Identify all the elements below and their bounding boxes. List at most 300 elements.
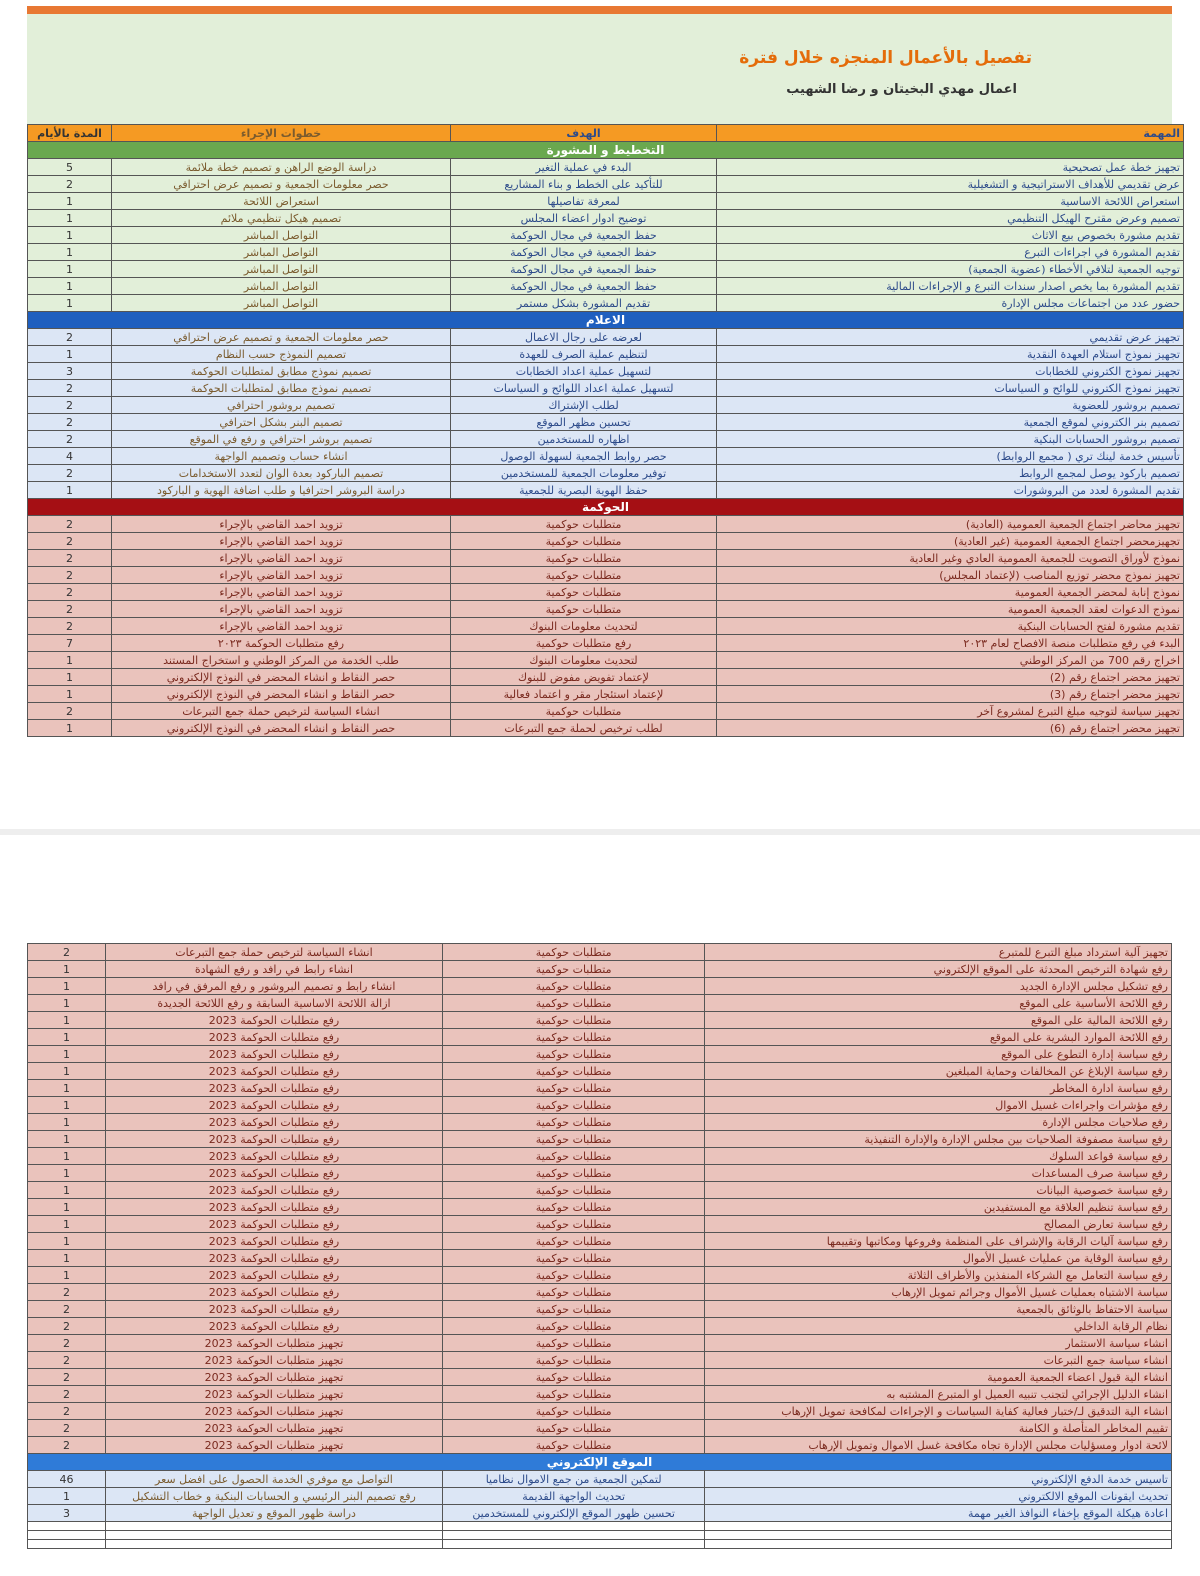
empty-cell bbox=[28, 1522, 106, 1531]
steps-cell: تجهيز متطلبات الحوكمة 2023 bbox=[106, 1420, 443, 1437]
goal-cell: حفظ الجمعية في مجال الحوكمة bbox=[451, 227, 717, 244]
table-row bbox=[28, 1063, 1172, 1080]
table-row bbox=[28, 652, 1184, 669]
task-cell: تقديم المشورة في اجراءات التبرع bbox=[717, 244, 1184, 261]
empty-row bbox=[28, 1531, 1172, 1540]
goal-cell: متطلبات حوكمية bbox=[442, 1267, 705, 1284]
steps-cell: رفع متطلبات الحوكمة 2023 bbox=[106, 1267, 443, 1284]
task-cell: رفع اللائحة الموارد البشرية على الموقع bbox=[705, 1029, 1172, 1046]
table-row bbox=[28, 1352, 1172, 1369]
steps-cell: تزويد احمد القاضي بالإجراء bbox=[112, 584, 451, 601]
goal-cell: متطلبات حوكمية bbox=[451, 533, 717, 550]
goal-cell: متطلبات حوكمية bbox=[442, 995, 705, 1012]
empty-cell bbox=[705, 1522, 1172, 1531]
goal-cell: متطلبات حوكمية bbox=[451, 703, 717, 720]
table-row bbox=[28, 1131, 1172, 1148]
task-cell: رفع سياسة ادارة المخاطر bbox=[705, 1080, 1172, 1097]
report-subtitle: اعمال مهدي البخيتان و رضا الشهيب bbox=[786, 82, 1017, 97]
table-row bbox=[28, 278, 1184, 295]
table-row bbox=[28, 1318, 1172, 1335]
goal-cell: تقديم المشورة بشكل مستمر bbox=[451, 295, 717, 312]
goal-cell: متطلبات حوكمية bbox=[451, 516, 717, 533]
table-row bbox=[28, 686, 1184, 703]
task-cell: اخراج رقم 700 من المركز الوطني bbox=[717, 652, 1184, 669]
goal-cell: متطلبات حوكمية bbox=[442, 961, 705, 978]
steps-cell: تزويد احمد القاضي بالإجراء bbox=[112, 601, 451, 618]
task-cell: عرض تقديمي للأهداف الاستراتيجية و التشغيلية bbox=[717, 176, 1184, 193]
page-separator bbox=[0, 829, 1200, 835]
goal-cell: متطلبات حوكمية bbox=[442, 1284, 705, 1301]
task-cell: تجهيز محضر اجتماع رقم (2) bbox=[717, 669, 1184, 686]
task-cell: اعادة هيكلة الموقع بإخفاء النوافذ الغير مهمة bbox=[705, 1505, 1172, 1522]
task-cell: تأسيس خدمة لينك تري ( مجمع الروابط) bbox=[717, 448, 1184, 465]
goal-cell: متطلبات حوكمية bbox=[442, 1029, 705, 1046]
steps-cell: انشاء رابط و تصميم البروشور و رفع المرفق في رافد bbox=[106, 978, 443, 995]
days-cell: 1 bbox=[28, 1131, 106, 1148]
days-cell: 2 bbox=[28, 1301, 106, 1318]
goal-cell: متطلبات حوكمية bbox=[451, 601, 717, 618]
days-cell: 2 bbox=[28, 329, 112, 346]
steps-cell: التواصل المباشر bbox=[112, 227, 451, 244]
empty-row bbox=[28, 1540, 1172, 1549]
goal-cell: لتحديث معلومات البنوك bbox=[451, 618, 717, 635]
days-cell: 1 bbox=[28, 278, 112, 295]
steps-cell: رفع متطلبات الحوكمة 2023 bbox=[106, 1148, 443, 1165]
table-row bbox=[28, 1029, 1172, 1046]
steps-cell: رفع متطلبات الحوكمة 2023 bbox=[106, 1182, 443, 1199]
steps-cell: تصميم النموذج حسب النظام bbox=[112, 346, 451, 363]
table-row bbox=[28, 363, 1184, 380]
table-row bbox=[28, 1505, 1172, 1522]
days-cell: 1 bbox=[28, 1182, 106, 1199]
table-row bbox=[28, 210, 1184, 227]
days-cell: 1 bbox=[28, 978, 106, 995]
goal-cell: متطلبات حوكمية bbox=[442, 1182, 705, 1199]
task-cell: لائحة ادوار ومسؤليات مجلس الإدارة تجاه مكافحة غسل الاموال وتمويل الإرهاب bbox=[705, 1437, 1172, 1454]
goal-cell: متطلبات حوكمية bbox=[442, 1250, 705, 1267]
task-cell: تقييم المخاطر المتأصلة و الكامنة bbox=[705, 1420, 1172, 1437]
table-row bbox=[28, 961, 1172, 978]
steps-cell: رفع متطلبات الحوكمة 2023 bbox=[106, 1318, 443, 1335]
steps-cell: تصميم نموذج مطابق لمتطلبات الحوكمة bbox=[112, 363, 451, 380]
steps-cell: ازالة اللائحة الاساسية السابقة و رفع اللائحة الجديدة bbox=[106, 995, 443, 1012]
days-cell: 1 bbox=[28, 193, 112, 210]
days-cell: 1 bbox=[28, 1250, 106, 1267]
days-cell: 2 bbox=[28, 380, 112, 397]
days-cell: 1 bbox=[28, 1063, 106, 1080]
table-row bbox=[28, 448, 1184, 465]
steps-cell: رفع متطلبات الحوكمة 2023 bbox=[106, 1012, 443, 1029]
task-cell: تصميم بروشور للعضوية bbox=[717, 397, 1184, 414]
steps-cell: رفع متطلبات الحوكمة 2023 bbox=[106, 1216, 443, 1233]
task-cell: تاسيس خدمة الدفع الإلكتروني bbox=[705, 1471, 1172, 1488]
section-header-row bbox=[28, 312, 1184, 329]
goal-cell: لطلب ترخيص لحملة جمع التبرعات bbox=[451, 720, 717, 737]
task-cell: رفع سياسة إدارة التطوع على الموقع bbox=[705, 1046, 1172, 1063]
table-row bbox=[28, 1403, 1172, 1420]
task-cell: انشاء الية قبول اعضاء الجمعية العمومية bbox=[705, 1369, 1172, 1386]
table-row bbox=[28, 414, 1184, 431]
steps-cell: انشاء رابط في رافد و رفع الشهادة bbox=[106, 961, 443, 978]
days-cell: 4 bbox=[28, 448, 112, 465]
days-cell: 2 bbox=[28, 567, 112, 584]
steps-cell: رفع متطلبات الحوكمة 2023 bbox=[106, 1029, 443, 1046]
empty-cell bbox=[106, 1522, 443, 1531]
task-cell: تصميم باركود يوصل لمجمع الروابط bbox=[717, 465, 1184, 482]
steps-cell: تصميم البنر بشكل احترافي bbox=[112, 414, 451, 431]
days-cell: 1 bbox=[28, 1080, 106, 1097]
days-cell: 2 bbox=[28, 1386, 106, 1403]
table-row bbox=[28, 584, 1184, 601]
empty-cell bbox=[442, 1540, 705, 1549]
section-header-row bbox=[28, 142, 1184, 159]
days-cell: 1 bbox=[28, 244, 112, 261]
goal-cell: متطلبات حوكمية bbox=[442, 1165, 705, 1182]
goal-cell: تحسين ظهور الموقع الإلكتروني للمستخدمين bbox=[442, 1505, 705, 1522]
days-cell: 2 bbox=[28, 550, 112, 567]
table-row bbox=[28, 516, 1184, 533]
table-row bbox=[28, 995, 1172, 1012]
task-cell: رفع شهادة الترخيص المحدثة على الموقع الإلكتروني bbox=[705, 961, 1172, 978]
goal-cell: متطلبات حوكمية bbox=[442, 1063, 705, 1080]
section-header-row bbox=[28, 1454, 1172, 1471]
steps-cell: رفع متطلبات الحوكمة 2023 bbox=[106, 1131, 443, 1148]
table-row bbox=[28, 1284, 1172, 1301]
steps-cell: تجهيز متطلبات الحوكمة 2023 bbox=[106, 1369, 443, 1386]
days-cell: 2 bbox=[28, 1335, 106, 1352]
days-cell: 1 bbox=[28, 1233, 106, 1250]
days-cell: 1 bbox=[28, 346, 112, 363]
empty-cell bbox=[705, 1540, 1172, 1549]
steps-cell: رفع متطلبات الحوكمة 2023 bbox=[106, 1063, 443, 1080]
steps-cell: انشاء السياسة لترخيص حملة جمع التبرعات bbox=[106, 944, 443, 961]
days-cell: 2 bbox=[28, 397, 112, 414]
steps-cell: تصميم هيكل تنظيمي ملائم bbox=[112, 210, 451, 227]
goal-cell: متطلبات حوكمية bbox=[442, 1216, 705, 1233]
goal-cell: متطلبات حوكمية bbox=[442, 1199, 705, 1216]
days-cell: 1 bbox=[28, 1029, 106, 1046]
task-cell: رفع مؤشرات واجراءات غسيل الاموال bbox=[705, 1097, 1172, 1114]
task-cell: البدء في رفع متطلبات منصة الافصاح لعام ٢٠٢٣ bbox=[717, 635, 1184, 652]
steps-cell: دراسة الوضع الراهن و تصميم خطة ملائمة bbox=[112, 159, 451, 176]
task-cell: حضور عدد من اجتماعات مجلس الإدارة bbox=[717, 295, 1184, 312]
steps-cell: تجهيز متطلبات الحوكمة 2023 bbox=[106, 1437, 443, 1454]
steps-cell: رفع متطلبات الحوكمة 2023 bbox=[106, 1301, 443, 1318]
steps-cell: التواصل المباشر bbox=[112, 295, 451, 312]
days-cell: 7 bbox=[28, 635, 112, 652]
tasks-table-page1 bbox=[27, 124, 1184, 737]
steps-cell: تزويد احمد القاضي بالإجراء bbox=[112, 550, 451, 567]
table-row bbox=[28, 295, 1184, 312]
table-row bbox=[28, 635, 1184, 652]
goal-cell: لإعتماد تفويض مفوض للبنوك bbox=[451, 669, 717, 686]
steps-cell: التواصل المباشر bbox=[112, 278, 451, 295]
table-row bbox=[28, 1420, 1172, 1437]
days-cell: 2 bbox=[28, 1420, 106, 1437]
task-cell: تجهيز آلية استرداد مبلغ التبرع للمتبرع bbox=[705, 944, 1172, 961]
steps-cell: حصر النقاط و انشاء المحضر في النوذج الإلكتروني bbox=[112, 669, 451, 686]
empty-cell bbox=[442, 1531, 705, 1540]
empty-cell bbox=[106, 1531, 443, 1540]
table-row bbox=[28, 1199, 1172, 1216]
steps-cell: رفع متطلبات الحوكمة 2023 bbox=[106, 1199, 443, 1216]
goal-cell: متطلبات حوكمية bbox=[442, 1386, 705, 1403]
table-row bbox=[28, 193, 1184, 210]
task-cell: تصميم بنر الكتروني لموقع الجمعية bbox=[717, 414, 1184, 431]
table-row bbox=[28, 397, 1184, 414]
steps-cell: تصميم نموذج مطابق لمتطلبات الحوكمة bbox=[112, 380, 451, 397]
goal-cell: متطلبات حوكمية bbox=[442, 1369, 705, 1386]
days-cell: 1 bbox=[28, 1012, 106, 1029]
days-cell: 1 bbox=[28, 295, 112, 312]
task-cell: رفع سياسة قواعد السلوك bbox=[705, 1148, 1172, 1165]
task-cell: تجهيز محضر اجتماع رقم (3) bbox=[717, 686, 1184, 703]
days-cell: 2 bbox=[28, 703, 112, 720]
task-cell: رفع صلاحيات مجلس الإدارة bbox=[705, 1114, 1172, 1131]
col-header-goal: الهدف bbox=[451, 125, 717, 142]
goal-cell: لتسهيل عملية اعداد الخطابات bbox=[451, 363, 717, 380]
task-cell: رفع سياسة تعارض المصالح bbox=[705, 1216, 1172, 1233]
steps-cell: التواصل مع موفري الخدمة الحصول على افضل سعر bbox=[106, 1471, 443, 1488]
goal-cell: لتسهيل عملية اعداد اللوائح و السياسات bbox=[451, 380, 717, 397]
steps-cell: تزويد احمد القاضي بالإجراء bbox=[112, 533, 451, 550]
days-cell: 1 bbox=[28, 1267, 106, 1284]
steps-cell: تصميم بروشر احترافي و رفع في الموقع bbox=[112, 431, 451, 448]
section-title: الموقع الإلكتروني bbox=[28, 1454, 1172, 1471]
task-cell: نموذج لأوراق التصويت للجمعية العمومية العادي وغير العادية bbox=[717, 550, 1184, 567]
empty-cell bbox=[28, 1540, 106, 1549]
empty-cell bbox=[106, 1540, 443, 1549]
days-cell: 1 bbox=[28, 1165, 106, 1182]
days-cell: 1 bbox=[28, 210, 112, 227]
task-cell: تصميم وعرض مقترح الهيكل التنظيمي bbox=[717, 210, 1184, 227]
days-cell: 2 bbox=[28, 516, 112, 533]
task-cell: رفع سياسة آليات الرقابة والإشراف على المنظمة وفروعها ومكاتبها وتقييمها bbox=[705, 1233, 1172, 1250]
table-row bbox=[28, 1471, 1172, 1488]
table-row bbox=[28, 1080, 1172, 1097]
steps-cell: طلب الخدمة من المركز الوطني و استخراج المستند bbox=[112, 652, 451, 669]
task-cell: نموذج الدعوات لعقد الجمعية العمومية bbox=[717, 601, 1184, 618]
task-cell: نموذج إنابة لمحضر الجمعية العمومية bbox=[717, 584, 1184, 601]
steps-cell: رفع متطلبات الحوكمة 2023 bbox=[106, 1284, 443, 1301]
goal-cell: تحديث الواجهة القديمة bbox=[442, 1488, 705, 1505]
days-cell: 2 bbox=[28, 176, 112, 193]
goal-cell: رفع متطلبات حوكمية bbox=[451, 635, 717, 652]
goal-cell: متطلبات حوكمية bbox=[451, 584, 717, 601]
goal-cell: متطلبات حوكمية bbox=[442, 1080, 705, 1097]
days-cell: 2 bbox=[28, 584, 112, 601]
goal-cell: متطلبات حوكمية bbox=[442, 1148, 705, 1165]
table-row bbox=[28, 1114, 1172, 1131]
task-cell: رفع تشكيل مجلس الإدارة الجديد bbox=[705, 978, 1172, 995]
goal-cell: لتحديث معلومات البنوك bbox=[451, 652, 717, 669]
empty-cell bbox=[28, 1531, 106, 1540]
days-cell: 2 bbox=[28, 1403, 106, 1420]
col-header-task: المهمة bbox=[717, 125, 1184, 142]
table-row bbox=[28, 159, 1184, 176]
days-cell: 1 bbox=[28, 686, 112, 703]
table-row bbox=[28, 1437, 1172, 1454]
days-cell: 1 bbox=[28, 1488, 106, 1505]
goal-cell: متطلبات حوكمية bbox=[442, 1420, 705, 1437]
table-row bbox=[28, 227, 1184, 244]
goal-cell: متطلبات حوكمية bbox=[442, 1318, 705, 1335]
table-row bbox=[28, 1097, 1172, 1114]
task-cell: رفع سياسة التعامل مع الشركاء المنفذين والأطراف الثلاثة bbox=[705, 1267, 1172, 1284]
task-cell: رفع اللائحة الأساسية على الموقع bbox=[705, 995, 1172, 1012]
goal-cell: متطلبات حوكمية bbox=[451, 550, 717, 567]
steps-cell: استعراض اللائحة bbox=[112, 193, 451, 210]
days-cell: 2 bbox=[28, 944, 106, 961]
task-cell: انشاء سياسة الاستثمار bbox=[705, 1335, 1172, 1352]
task-cell: انشاء سياسة جمع التبرعات bbox=[705, 1352, 1172, 1369]
table-row bbox=[28, 720, 1184, 737]
goal-cell: متطلبات حوكمية bbox=[451, 567, 717, 584]
days-cell: 1 bbox=[28, 961, 106, 978]
col-header-days: المدة بالأيام bbox=[28, 125, 112, 142]
goal-cell: متطلبات حوكمية bbox=[442, 1301, 705, 1318]
table-row bbox=[28, 176, 1184, 193]
task-cell: سياسة الاحتفاظ بالوثائق بالجمعية bbox=[705, 1301, 1172, 1318]
table-row bbox=[28, 669, 1184, 686]
table-row bbox=[28, 1488, 1172, 1505]
section-title: الاعلام bbox=[28, 312, 1184, 329]
days-cell: 1 bbox=[28, 1097, 106, 1114]
goal-cell: متطلبات حوكمية bbox=[442, 1131, 705, 1148]
top-accent-rule bbox=[27, 6, 1172, 14]
steps-cell: تصميم بروشور احترافي bbox=[112, 397, 451, 414]
tasks-table-page2 bbox=[27, 943, 1172, 1549]
table-row bbox=[28, 567, 1184, 584]
section-header-row bbox=[28, 499, 1184, 516]
table-row bbox=[28, 465, 1184, 482]
task-cell: تجهيز نموذج الكتروني للخطابات bbox=[717, 363, 1184, 380]
task-cell: تجهيزمحضر اجتماع الجمعية العمومية (غير العادية) bbox=[717, 533, 1184, 550]
table-row bbox=[28, 1386, 1172, 1403]
goal-cell: متطلبات حوكمية bbox=[442, 1233, 705, 1250]
steps-cell: تجهيز متطلبات الحوكمة 2023 bbox=[106, 1386, 443, 1403]
goal-cell: لتنظيم عملية الصرف للعهدة bbox=[451, 346, 717, 363]
task-cell: تجهيز خطة عمل تصحيحية bbox=[717, 159, 1184, 176]
task-cell: سياسة الاشتباه بعمليات غسيل الأموال وجرائم تمويل الإرهاب bbox=[705, 1284, 1172, 1301]
steps-cell: تجهيز متطلبات الحوكمة 2023 bbox=[106, 1352, 443, 1369]
steps-cell: رفع متطلبات الحوكمة 2023 bbox=[106, 1046, 443, 1063]
table-row bbox=[28, 703, 1184, 720]
days-cell: 46 bbox=[28, 1471, 106, 1488]
task-cell: تقديم مشورة بخصوص بيع الاثاث bbox=[717, 227, 1184, 244]
days-cell: 1 bbox=[28, 482, 112, 499]
table-row bbox=[28, 533, 1184, 550]
table-row bbox=[28, 1369, 1172, 1386]
table-row bbox=[28, 1012, 1172, 1029]
task-cell: رفع سياسة الوقاية من عمليات غسيل الأموال bbox=[705, 1250, 1172, 1267]
steps-cell: تزويد احمد القاضي بالإجراء bbox=[112, 618, 451, 635]
table-row bbox=[28, 482, 1184, 499]
table-row bbox=[28, 978, 1172, 995]
table-row bbox=[28, 618, 1184, 635]
days-cell: 1 bbox=[28, 995, 106, 1012]
report-title: تفصيل بالأعمال المنجزه خلال فترة bbox=[739, 48, 1032, 68]
steps-cell: تزويد احمد القاضي بالإجراء bbox=[112, 567, 451, 584]
goal-cell: لإعتماد استئجار مقر و اعتماد فعالية bbox=[451, 686, 717, 703]
days-cell: 2 bbox=[28, 1284, 106, 1301]
goal-cell: متطلبات حوكمية bbox=[442, 1114, 705, 1131]
days-cell: 2 bbox=[28, 1352, 106, 1369]
task-cell: تقديم مشورة لفتح الحسابات البنكية bbox=[717, 618, 1184, 635]
task-cell: رفع سياسة صرف المساعدات bbox=[705, 1165, 1172, 1182]
goal-cell: متطلبات حوكمية bbox=[442, 1046, 705, 1063]
task-cell: تجهيز نموذج استلام العهدة النقدية bbox=[717, 346, 1184, 363]
goal-cell: للتأكيد على الخطط و بناء المشاريع bbox=[451, 176, 717, 193]
steps-cell: انشاء حساب وتصميم الواجهة bbox=[112, 448, 451, 465]
days-cell: 2 bbox=[28, 1369, 106, 1386]
goal-cell: البدء في عملية التغير bbox=[451, 159, 717, 176]
steps-cell: دراسة البروشر احترافيا و طلب اضافة الهوية و الباركود bbox=[112, 482, 451, 499]
report-header bbox=[27, 14, 1172, 124]
task-cell: تصميم بروشور الحسابات البنكية bbox=[717, 431, 1184, 448]
days-cell: 1 bbox=[28, 1148, 106, 1165]
table-row bbox=[28, 431, 1184, 448]
task-cell: تقديم المشورة لعدد من البروشورات bbox=[717, 482, 1184, 499]
goal-cell: متطلبات حوكمية bbox=[442, 1352, 705, 1369]
goal-cell: لتمكين الجمعية من جمع الاموال نظاميا bbox=[442, 1471, 705, 1488]
table-row bbox=[28, 380, 1184, 397]
task-cell: تقديم المشورة بما يخص اصدار سندات التبرع و الإجراءات المالية bbox=[717, 278, 1184, 295]
days-cell: 2 bbox=[28, 465, 112, 482]
table-row bbox=[28, 1046, 1172, 1063]
table-row bbox=[28, 261, 1184, 278]
table-row bbox=[28, 329, 1184, 346]
table-row bbox=[28, 1335, 1172, 1352]
goal-cell: حفظ الجمعية في مجال الحوكمة bbox=[451, 261, 717, 278]
task-cell: نظام الرقابة الداخلي bbox=[705, 1318, 1172, 1335]
goal-cell: حفظ الجمعية في مجال الحوكمة bbox=[451, 244, 717, 261]
goal-cell: حفظ الهوية البصرية للجمعية bbox=[451, 482, 717, 499]
table-row bbox=[28, 1216, 1172, 1233]
task-cell: انشاء الدليل الإجرائي لتجنب تنبيه العميل او المتبرع المشتبه به bbox=[705, 1386, 1172, 1403]
table-row bbox=[28, 244, 1184, 261]
goal-cell: اظهاره للمستخدمين bbox=[451, 431, 717, 448]
days-cell: 2 bbox=[28, 1437, 106, 1454]
goal-cell: لعرضه على رجال الاعمال bbox=[451, 329, 717, 346]
days-cell: 1 bbox=[28, 1199, 106, 1216]
goal-cell: حفظ الجمعية في مجال الحوكمة bbox=[451, 278, 717, 295]
task-cell: تجهيز محاضر اجتماع الجمعية العمومية (العادية) bbox=[717, 516, 1184, 533]
goal-cell: متطلبات حوكمية bbox=[442, 1335, 705, 1352]
table-row bbox=[28, 550, 1184, 567]
column-header-row bbox=[28, 125, 1184, 142]
goal-cell: متطلبات حوكمية bbox=[442, 1403, 705, 1420]
table-row bbox=[28, 1301, 1172, 1318]
days-cell: 1 bbox=[28, 1114, 106, 1131]
steps-cell: حصر النقاط و انشاء المحضر في النوذج الإلكتروني bbox=[112, 720, 451, 737]
steps-cell: رفع متطلبات الحوكمة 2023 bbox=[106, 1114, 443, 1131]
table-row bbox=[28, 1250, 1172, 1267]
goal-cell: متطلبات حوكمية bbox=[442, 944, 705, 961]
empty-cell bbox=[442, 1522, 705, 1531]
goal-cell: تحسين مظهر الموقع bbox=[451, 414, 717, 431]
task-cell: تجهيز عرض تقديمي bbox=[717, 329, 1184, 346]
steps-cell: تجهيز متطلبات الحوكمة 2023 bbox=[106, 1403, 443, 1420]
task-cell: انشاء الية التدقيق لـ/ختبار فعالية كفاية السياسات و الإجراءات لمكافحة تمويل الإرهاب bbox=[705, 1403, 1172, 1420]
goal-cell: متطلبات حوكمية bbox=[442, 1437, 705, 1454]
goal-cell: توضيح ادوار اعضاء المجلس bbox=[451, 210, 717, 227]
days-cell: 2 bbox=[28, 431, 112, 448]
goal-cell: متطلبات حوكمية bbox=[442, 978, 705, 995]
days-cell: 1 bbox=[28, 720, 112, 737]
days-cell: 3 bbox=[28, 363, 112, 380]
task-cell: استعراض اللائحة الاساسية bbox=[717, 193, 1184, 210]
